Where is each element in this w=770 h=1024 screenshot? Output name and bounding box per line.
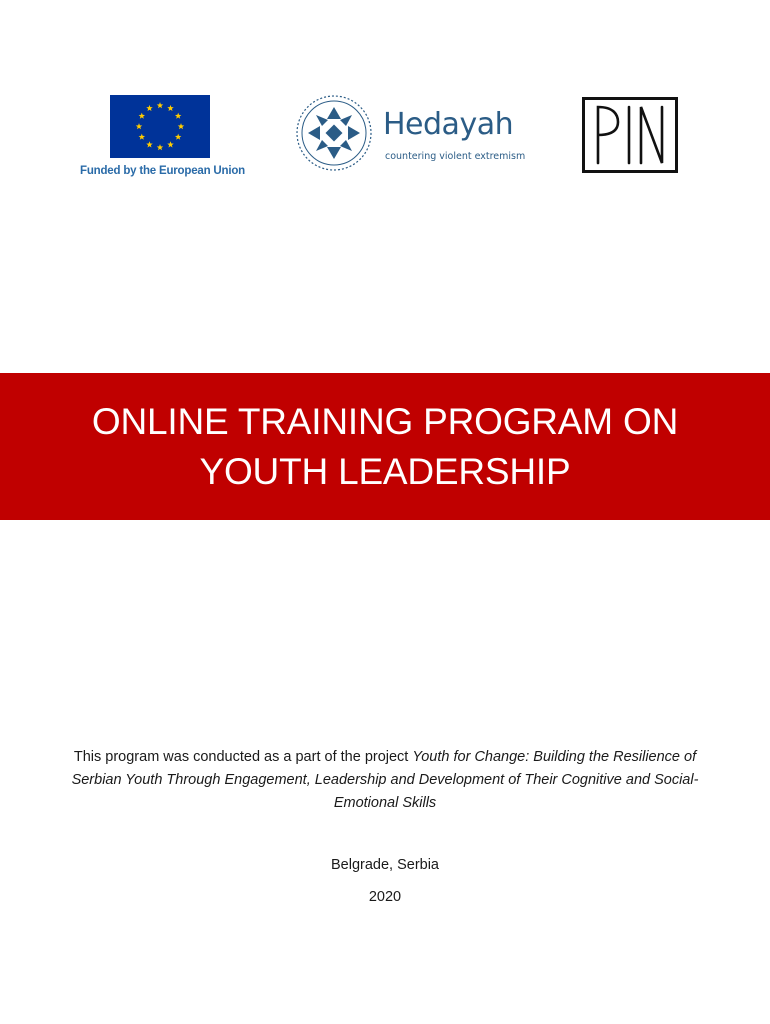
title-banner: [0, 373, 770, 520]
title-line-1: ONLINE TRAINING PROGRAM ON: [91, 400, 679, 442]
project-note-prefix: This program was conducted as a part of the project: [73, 749, 413, 765]
pin-logo: [582, 97, 678, 173]
eu-caption: Funded by the European Union: [80, 165, 245, 177]
hedayah-tagline: countering violent extremism: [385, 151, 526, 162]
hedayah-name: Hedayah: [383, 107, 514, 142]
partner-logos: [0, 0, 770, 200]
hedayah-logo: [293, 93, 526, 173]
location: Belgrade, Serbia: [330, 857, 439, 873]
eu-flag-icon: [110, 95, 210, 158]
project-name: Youth for Change: Building the Resilience of Serbian Youth Through Engagement, Leadership and Development of Their Cognitive and Social-Emotional Skills: [71, 749, 699, 811]
project-note: [60, 746, 710, 815]
title-line-2: YOUTH LEADERSHIP: [199, 450, 571, 492]
hedayah-emblem-icon: [293, 93, 375, 173]
year: 2020: [368, 889, 402, 905]
